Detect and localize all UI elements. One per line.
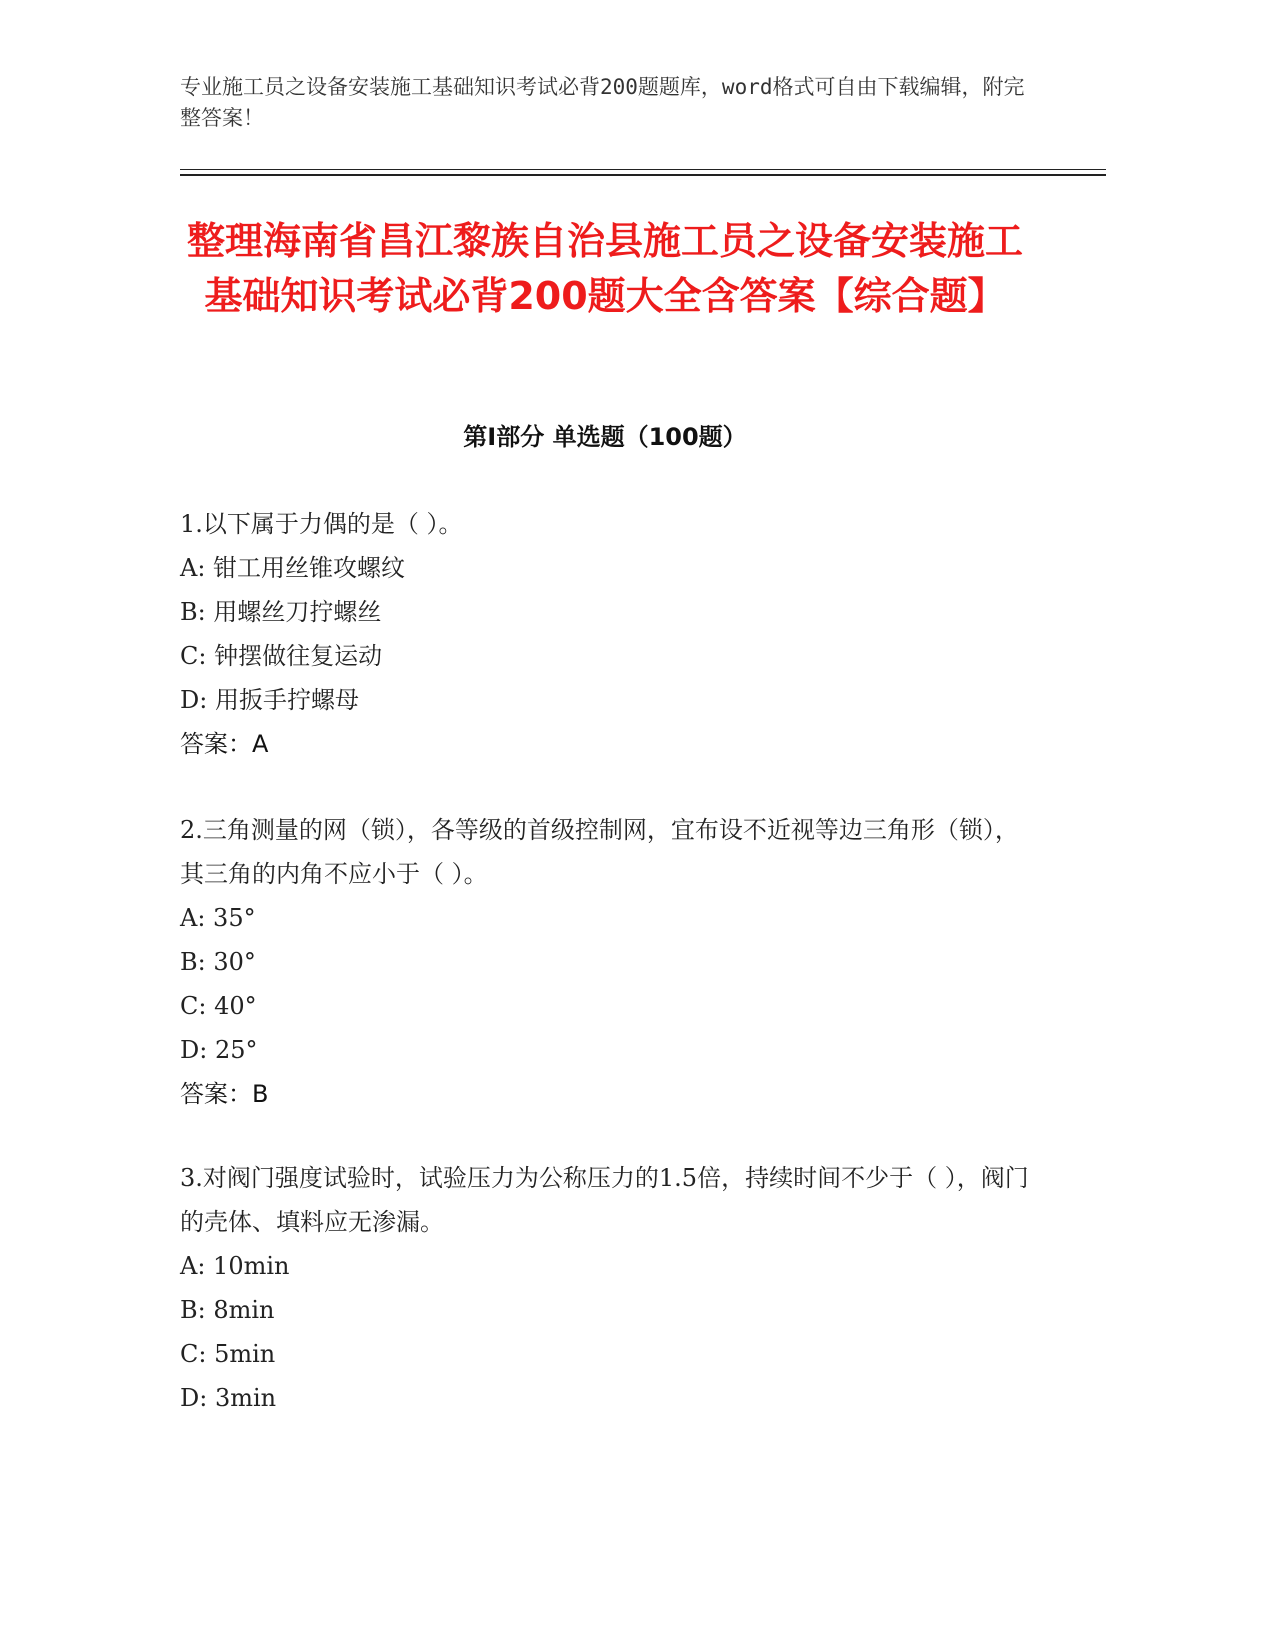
option-c: C: 钟摆做往复运动 <box>180 642 383 670</box>
option-b: B: 用螺丝刀拧螺丝 <box>180 598 382 626</box>
option-c: C: 40° <box>180 992 257 1020</box>
header-note: 专业施工员之设备安装施工基础知识考试必背200题题库，word格式可自由下载编辑，附完整答案！ <box>180 75 1025 130</box>
option-a: A: 10min <box>180 1252 290 1280</box>
question-stem: 1.以下属于力偶的是（ ）。 <box>180 510 463 538</box>
question-block <box>180 502 1030 766</box>
header-divider-thick <box>180 174 1106 176</box>
answer-line: 答案：B <box>180 1080 269 1108</box>
option-a: A: 35° <box>180 904 256 932</box>
option-b: B: 8min <box>180 1296 275 1324</box>
option-d: D: 3min <box>180 1384 277 1412</box>
option-c: C: 5min <box>180 1340 276 1368</box>
header-divider-thin <box>180 169 1106 170</box>
section-heading: 第I部分 单选题（100题） <box>463 423 747 451</box>
question-stem: 3.对阀门强度试验时，试验压力为公称压力的1.5倍，持续时间不少于（ ），阀门的壳体、填料应无渗漏。 <box>180 1164 1029 1236</box>
question-block <box>180 1156 1030 1420</box>
answer-line: 答案：A <box>180 730 269 758</box>
option-d: D: 25° <box>180 1036 258 1064</box>
document-title: 整理海南省昌江黎族自治县施工员之设备安装施工基础知识考试必背200题大全含答案【综合题】 <box>186 219 1023 318</box>
option-b: B: 30° <box>180 948 256 976</box>
option-a: A: 钳工用丝锥攻螺纹 <box>180 554 406 582</box>
question-stem: 2.三角测量的网（锁），各等级的首级控制网，宜布设不近视等边三角形（锁），其三角的内角不应小于（ ）。 <box>180 816 1019 888</box>
question-block <box>180 808 1030 1116</box>
option-d: D: 用扳手拧螺母 <box>180 686 359 714</box>
